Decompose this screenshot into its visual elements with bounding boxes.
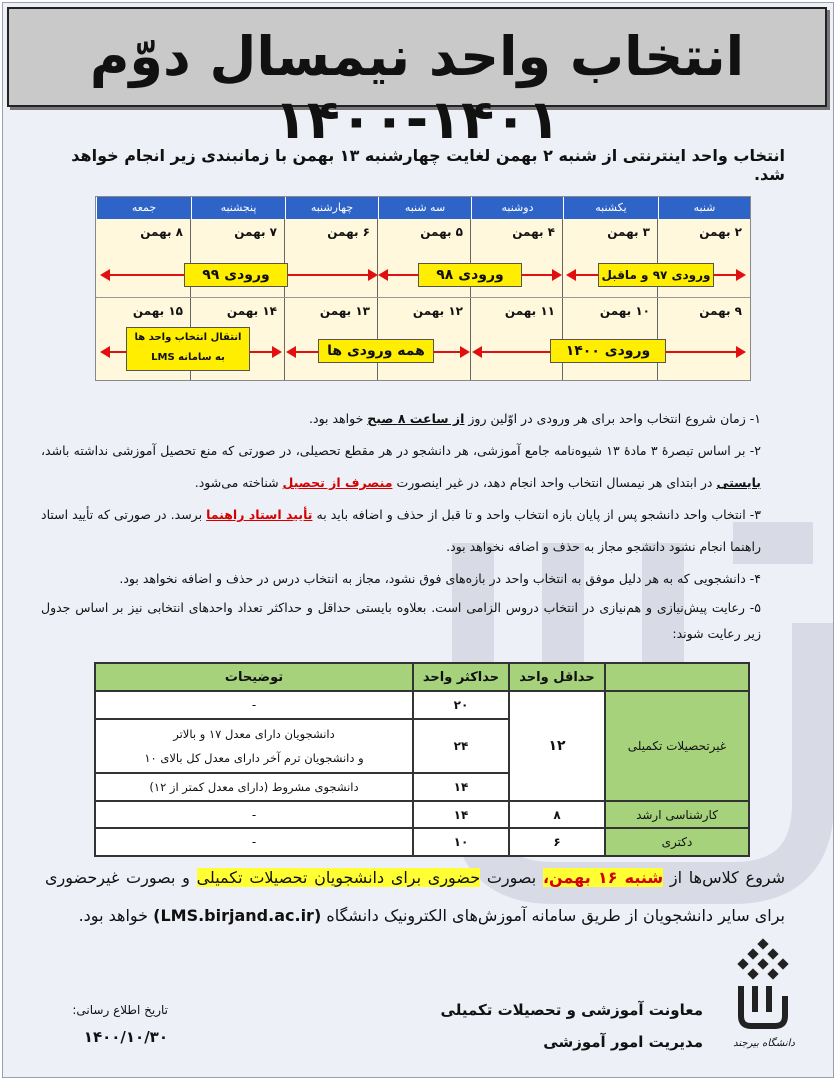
max-value: ۱۴ bbox=[413, 801, 509, 828]
date-label: ۱۵ بهمن bbox=[132, 304, 183, 318]
arrow-right-icon bbox=[272, 346, 282, 358]
note-value: - bbox=[95, 691, 413, 719]
rule-3: ۳- انتخاب واحد دانشجو پس از پایان بازه انتخاب واحد و تا قبل از حذف و اضافه باید به تأیید استاد راهنما برسد. در صورتی که تأیید استاد راهنما انجام نشود دانشجو مجاز به حذف و اضافه نخواهد بود. bbox=[41, 507, 761, 554]
intro-text: انتخاب واحد اینترنتی از شنبه ۲ بهمن لغایت چهارشنبه ۱۳ بهمن با زمانبندی زیر انجام خواهد شد. bbox=[71, 146, 785, 184]
day-header: جمعه bbox=[96, 197, 191, 219]
column-divider bbox=[284, 219, 285, 380]
day-header: شنبه bbox=[658, 197, 750, 219]
arrow-right-icon bbox=[736, 269, 746, 281]
university-logo-icon bbox=[733, 938, 793, 1033]
day-header: یکشنبه bbox=[563, 197, 658, 219]
category-phd: دکتری bbox=[605, 828, 749, 856]
date-label: ۳ بهمن bbox=[607, 225, 650, 239]
max-value: ۲۴ bbox=[413, 719, 509, 773]
table-header-max: حداکثر واحد bbox=[413, 663, 509, 691]
max-value: ۱۰ bbox=[413, 828, 509, 856]
day-header: پنجشنبه bbox=[191, 197, 285, 219]
date-label: ۸ بهمن bbox=[140, 225, 183, 239]
max-value: ۱۴ bbox=[413, 773, 509, 801]
arrow-right-icon bbox=[736, 346, 746, 358]
logo-caption: دانشگاه بیرجند bbox=[733, 1038, 795, 1049]
lms-line-2: به سامانه LMS bbox=[151, 352, 225, 363]
min-non-grad: ۱۲ bbox=[509, 691, 605, 801]
signature-line-2: مدیریت امور آموزشی bbox=[543, 1033, 703, 1051]
category-non-grad: غیرتحصیلات تکمیلی bbox=[605, 691, 749, 801]
date-label: ۷ بهمن bbox=[234, 225, 277, 239]
arrow-right-icon bbox=[368, 269, 378, 281]
rule-1: ۱- زمان شروع انتخاب واحد برای هر ورودی در اوّلین روز از ساعت ۸ صبح خواهد بود. bbox=[309, 411, 761, 426]
group-badge-99: ورودی ۹۹ bbox=[184, 263, 288, 287]
date-label: ۹ بهمن bbox=[699, 304, 742, 318]
arrow-right-icon bbox=[552, 269, 562, 281]
arrow-left-icon bbox=[286, 346, 296, 358]
min-value: ۸ bbox=[509, 801, 605, 828]
category-masters: کارشناسی ارشد bbox=[605, 801, 749, 828]
arrow-left-icon bbox=[472, 346, 482, 358]
column-divider bbox=[470, 219, 471, 380]
document-page bbox=[2, 2, 834, 1078]
note-value: - bbox=[95, 801, 413, 828]
group-badge-all: همه ورودی ها bbox=[318, 339, 434, 363]
note-value: دانشجوی مشروط (دارای معدل کمتر از ۱۲) bbox=[95, 773, 413, 801]
group-badge-98: ورودی ۹۸ bbox=[418, 263, 522, 287]
table-header-min: حداقل واحد bbox=[509, 663, 605, 691]
page-title: انتخاب واحد نیمسال دوّم ۱۴۰۱-۱۴۰۰ bbox=[89, 25, 745, 151]
rule-4: ۴- دانشجویی که به هر دلیل موفق به انتخاب واحد در بازه‌های فوق نشود، مجاز به انتخاب درس در حذف و اضافه نخواهد بود. bbox=[119, 571, 761, 586]
date-label: ۱۳ بهمن bbox=[319, 304, 370, 318]
units-table bbox=[94, 662, 750, 857]
table-header-notes: توضیحات bbox=[95, 663, 413, 691]
table-header-category bbox=[605, 663, 749, 691]
group-badge-lms bbox=[126, 327, 250, 371]
arrow-left-icon bbox=[378, 269, 388, 281]
lms-line-1: انتقال انتخاب واحد ها bbox=[134, 332, 242, 343]
min-value: ۶ bbox=[509, 828, 605, 856]
date-label: ۱۱ بهمن bbox=[504, 304, 555, 318]
day-header: سه شنبه bbox=[378, 197, 471, 219]
title-banner bbox=[7, 7, 827, 151]
rule-5: ۵- رعایت پیش‌نیازی و هم‌نیازی در انتخاب دروس الزامی است. بعلاوه بایستی حداقل و حداکثر تعداد واحدهای انتخابی نیز بر اساس جدول زیر رعایت شوند: bbox=[41, 600, 761, 641]
rule-2: ۲- بر اساس تبصرۀ ۳ مادۀ ۱۳ شیوه‌نامه جامع آموزشی، هر دانشجو در هر مقطع تحصیلی، در صورتی که منع تحصیل آموزشی نداشته باشد، بایستی در ابتدای هر نیمسال انتخاب واحد انجام دهد، در غیر اینصورت منصرف از تحصیل شناخته می‌شود. bbox=[41, 443, 761, 490]
group-badge-1400: ورودی ۱۴۰۰ bbox=[550, 339, 666, 363]
notice-date-caption: تاریخ اطلاع رسانی: bbox=[72, 1003, 168, 1017]
day-header: دوشنبه bbox=[471, 197, 563, 219]
note-line-1: دانشجویان دارای معدل ۱۷ و بالاتر bbox=[173, 727, 335, 741]
date-label: ۶ بهمن bbox=[327, 225, 370, 239]
schedule-table bbox=[95, 196, 751, 381]
rules-list bbox=[41, 403, 761, 647]
note-line-2: و دانشجویان ترم آخر دارای معدل کل بالای ۱۰ bbox=[144, 751, 364, 765]
arrow-left-icon bbox=[100, 346, 110, 358]
date-label: ۴ بهمن bbox=[512, 225, 555, 239]
max-value: ۲۰ bbox=[413, 691, 509, 719]
date-label: ۲ بهمن bbox=[699, 225, 742, 239]
arrow-right-icon bbox=[460, 346, 470, 358]
signature-line-1: معاونت آموزشی و تحصیلات تکمیلی bbox=[440, 1001, 703, 1019]
date-label: ۱۰ بهمن bbox=[599, 304, 650, 318]
note-value: - bbox=[95, 828, 413, 856]
row-divider bbox=[96, 297, 750, 298]
arrow-left-icon bbox=[566, 269, 576, 281]
closing-paragraph: شروع کلاس‌ها از شنبه ۱۶ بهمن، بصورت حضوری برای دانشجویان تحصیلات تکمیلی و بصورت غیرحضوری برای سایر دانشجویان از طریق سامانه آموزش‌های الکترونیک دانشگاه (LMS.birjand.ac.ir) خواهد بود. bbox=[45, 868, 786, 925]
date-label: ۱۲ بهمن bbox=[412, 304, 463, 318]
day-header: چهارشنبه bbox=[285, 197, 378, 219]
arrow-left-icon bbox=[100, 269, 110, 281]
date-label: ۵ بهمن bbox=[420, 225, 463, 239]
group-badge-97: ورودی ۹۷ و ماقبل bbox=[598, 263, 714, 287]
notice-date: ۱۴۰۰/۱۰/۳۰ bbox=[83, 1028, 168, 1046]
note-value bbox=[95, 719, 413, 773]
date-label: ۱۴ بهمن bbox=[226, 304, 277, 318]
